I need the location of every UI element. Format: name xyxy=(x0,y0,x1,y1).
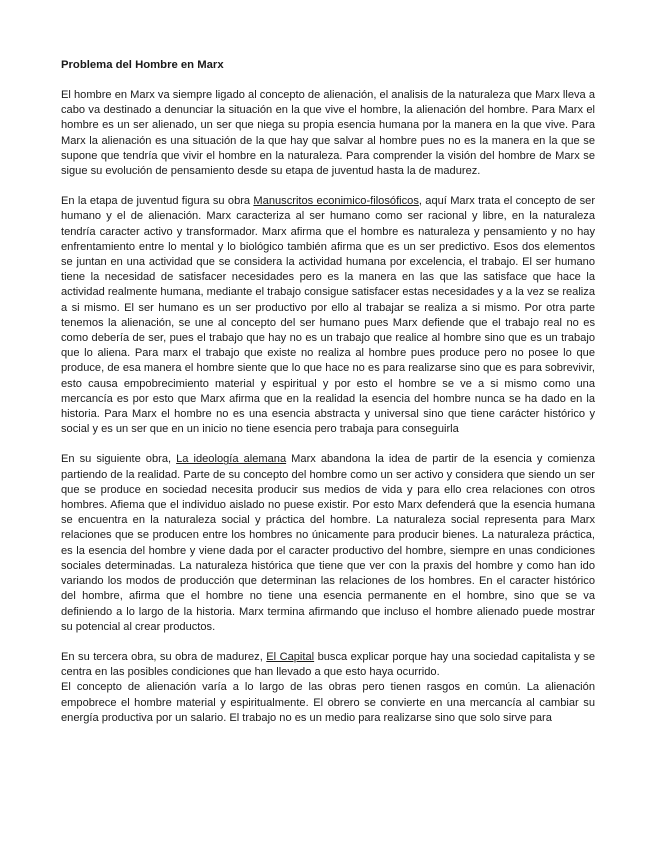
paragraph-capital xyxy=(61,650,595,680)
paragraph-youth-works xyxy=(61,194,595,437)
document-title: Problema del Hombre en Marx xyxy=(61,59,224,71)
paragraph-introduction xyxy=(61,88,595,179)
link-manuscritos[interactable]: Manuscritos econimico-filosóficos xyxy=(253,195,419,208)
paragraph-text: El hombre en Marx va siempre ligado al concepto de alienación, el analisis de la naturaleza que Marx lleva a cabo va destinado a denunciar la situación en la que vive el hombre, la alienación del hombre. Para Marx el hombre es un ser alienado, un ser que niega su propia esencia humana por la manera en la que vive. Para Marx la alienación es una situación de la que hay que salvar al hombre pues no es la manera en la que se supone que tendría que vivir el hombre en la naturaleza. Para comprender la visión del hombre de Marx se sigue su evolución de pensamiento desde su etapa de juventud hasta la de madurez. xyxy=(61,89,595,178)
paragraph-text-after: busca explicar porque hay una sociedad capitalista y se centra en las posibles condiciones que han llevado a que esto haya ocurrido. xyxy=(61,650,596,679)
paragraph-text-before: En su siguiente obra, xyxy=(61,453,177,466)
paragraph-text: El concepto de alienación varía a lo largo de las obras pero tienen rasgos en común. La alienación empobrece el hombre material y espiritualmente. El obrero se convierte en una mercancía al cambiar su energía productiva por un salario. El trabajo no es un medio para realizarse sino que solo sirve para xyxy=(61,681,595,724)
paragraph-german-ideology xyxy=(61,452,595,634)
paragraph-text-after: , aquí Marx trata el concepto de ser humano y el de alienación. Marx caracteriza al ser humano como ser racional y libre, en la naturaleza tendría caracter activo y transformador. Marx afirma que el hombre es naturaleza y pensamiento y no hay enfrentamiento entre lo mental y lo biológico también afirma que es un ser predictivo. Esos dos elementos se juntan en una actividad que se considera la actividad humana por excelencia, el trabajo. El ser humano tiene la necesidad de satisfacer necesidades pero es la manera en las que las satisface que hace la actividad realmente humana, mediante el trabajo consigue satisfacer estas necesidades y a la vez se realiza a si mismo. El ser humano es un ser productivo por ello al trabajar se realiza a si mismo. Por otra parte tenemos la alienación, se une al concepto del ser humano pues Marx defiende que el trabajo real no es como debería de ser, pues el trabajo que hay no es un trabajo que realice al hombre sino que es un trabajo que lo aliena. Para marx el trabajo que existe no realiza al hombre pues produce pero no posee lo que produce, de esa manera el hombre siente que lo que hace no es para realizarse sino que es para sobrevivir, esto causa empobrecimiento material y espiritual y por esto el hombre se ve a si mismo como una mercancía es por esto que Marx afirma que en la realidad la esencia del hombre nunca se ha dado en la historia. Para Marx el hombre no es una esencia abstracta y universal sino que tiene carácter histórico y social y es un ser que en un inicio no tiene esencia pero trabaja para conseguirla xyxy=(61,195,596,436)
link-el-capital[interactable]: El Capital xyxy=(266,650,315,663)
paragraph-text-before: En la etapa de juventud figura su obra xyxy=(61,195,254,208)
paragraph-alienation-concept xyxy=(61,680,595,726)
paragraph-text-before: En su tercera obra, su obra de madurez, xyxy=(61,650,267,663)
link-ideologia-alemana[interactable]: La ideología alemana xyxy=(176,453,287,466)
paragraph-text-after: Marx abandona la idea de partir de la esencia y comienza partiendo de la realidad. Parte de su concepto del hombre como un ser activo y considera que siendo un ser que se produce en sociedad necesita producir sus medios de vida y para ello crea relaciones con otros hombres. Afiema que el individuo aislado no puese existir. Por esto Marx defenderá que la esencia humana se encuentra en la naturaleza social y práctica del hombre. La naturaleza social representa para Marx relaciones que se producen entre los hombres no únicamente para producir bienes. La naturaleza práctica, es la esencia del hombre y viene dada por el caracter productivo del hombre, siempre en unas condiciones sociales determinadas. La naturaleza histórica que tiene que ver con la praxis del hombre y como han ido variando los modos de producción que determinan las relaciones de los hombres. En el caracter histórico del hombre, afirma que el hombre no tiene una esencia permanente en el hombre, sino que se va definiendo a lo largo de la historia. Marx termina afirmando que incluso el hombre alienado puede mostrar su potencial al crear productos. xyxy=(61,453,595,633)
